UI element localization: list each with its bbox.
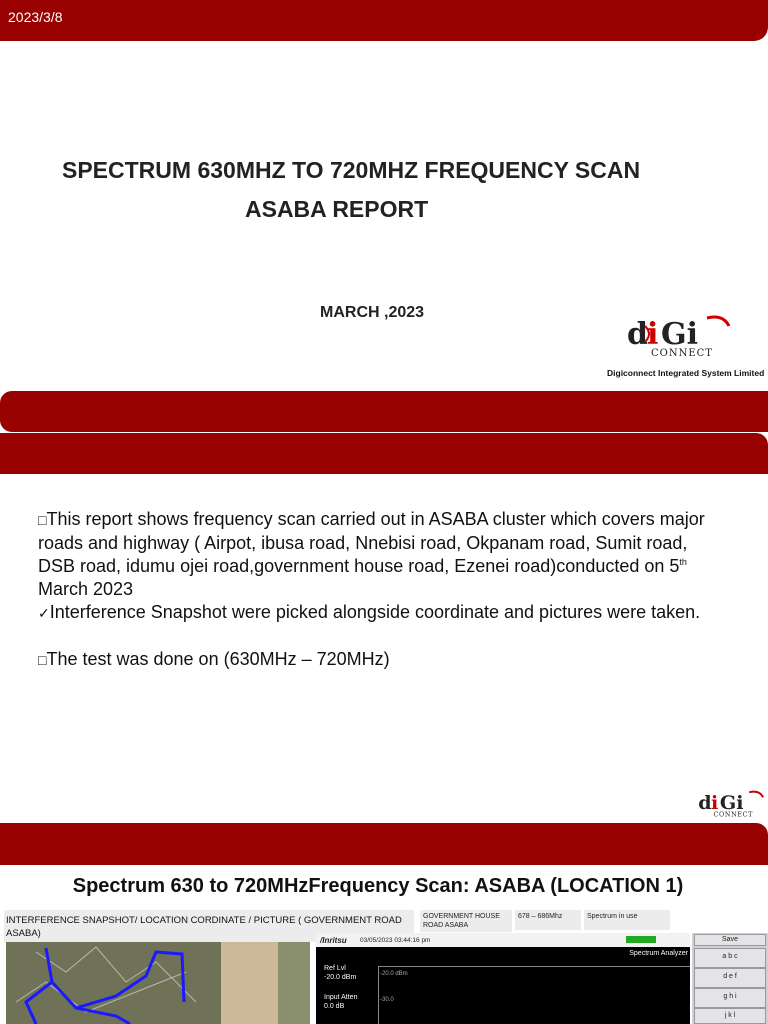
location-slide-title: Spectrum 630 to 720MHzFrequency Scan: ASABA (LOCATION 1) <box>72 875 684 897</box>
intro-paragraph-2: ✓Interference Snapshot were picked alongside coordinate and pictures were taken. <box>38 602 701 622</box>
svg-text:Gi: Gi <box>719 790 744 814</box>
logo-company-name: Digiconnect Integrated System Limited <box>607 368 765 378</box>
svg-text:CONNECT: CONNECT <box>651 348 713 359</box>
analyzer-softkey-panel <box>692 933 768 1024</box>
grid-tick-label: -20.0 dBm <box>380 971 408 977</box>
slide-date: 2023/3/8 <box>8 9 63 25</box>
spectrum-analyzer-screenshot <box>316 933 690 1024</box>
report-month: MARCH ,2023 <box>320 304 425 321</box>
report-title: SPECTRUM 630MHZ TO 720MHZ FREQUENCY SCAN <box>62 157 641 183</box>
softkey-save: Save <box>694 934 766 946</box>
svg-text:i: i <box>647 317 659 352</box>
softkey-abc: a b c <box>694 948 766 968</box>
analyzer-brand: /Inritsu <box>320 936 347 945</box>
frequency-cell: 678 – 686Mhz <box>515 910 581 930</box>
analyzer-timestamp: 03/05/2023 03:44:16 pm <box>360 937 431 944</box>
location-map-image <box>6 942 310 1024</box>
battery-icon <box>626 936 656 943</box>
status-cell: Spectrum in use <box>584 910 670 930</box>
atten-label: Input Atten <box>324 994 358 1001</box>
bullet-icon: □ <box>38 512 47 528</box>
intro-paragraph-1: □This report shows frequency scan carried out in ASABA cluster which covers major roads and highway ( Airpot, ibusa road, Nnebisi road, Okpanam road, Sumit road, DSB road, idumu ojei road,government house road, Ezenei road)conducted on 5th March 2023 <box>38 509 705 599</box>
softkey-ghi: g h i <box>694 988 766 1008</box>
digiconnect-logo <box>625 310 735 366</box>
softkey-def: d e f <box>694 968 766 988</box>
slide-footer-band <box>0 391 768 432</box>
analyzer-grid <box>378 966 690 1024</box>
snapshot-table-header: INTERFERENCE SNAPSHOT/ LOCATION CORDINATE / PICTURE ( GOVERNMENT ROAD ASABA) <box>4 910 414 942</box>
ref-level-value: -20.0 dBm <box>324 974 357 981</box>
location-cell: GOVERNMENT HOUSE ROAD ASABA <box>420 910 512 932</box>
slide-header-band <box>0 433 768 474</box>
bullet-icon: □ <box>38 652 47 668</box>
digiconnect-logo-small <box>697 787 767 823</box>
svg-text:CONNECT: CONNECT <box>713 811 753 819</box>
slide-header-band-2 <box>0 823 768 865</box>
grid-tick-label: -30.0 <box>380 997 394 1003</box>
ref-level-label: Ref Lvl <box>324 965 346 972</box>
intro-text <box>38 508 728 672</box>
analyzer-titlebar <box>316 933 690 947</box>
softkey-jkl: j k l <box>694 1008 766 1024</box>
svg-text:d: d <box>627 317 648 352</box>
header-band <box>0 0 768 41</box>
analyzer-mode: Spectrum Analyzer <box>629 950 688 957</box>
atten-value: 0.0 dB <box>324 1003 345 1010</box>
svg-text:Gi: Gi <box>661 317 699 352</box>
svg-text:i: i <box>711 790 719 814</box>
checkmark-icon: ✓ <box>38 605 50 621</box>
svg-text:d: d <box>698 790 712 814</box>
report-subtitle: ASABA REPORT <box>245 196 429 222</box>
intro-paragraph-3: □The test was done on (630MHz – 720MHz) <box>38 649 390 669</box>
